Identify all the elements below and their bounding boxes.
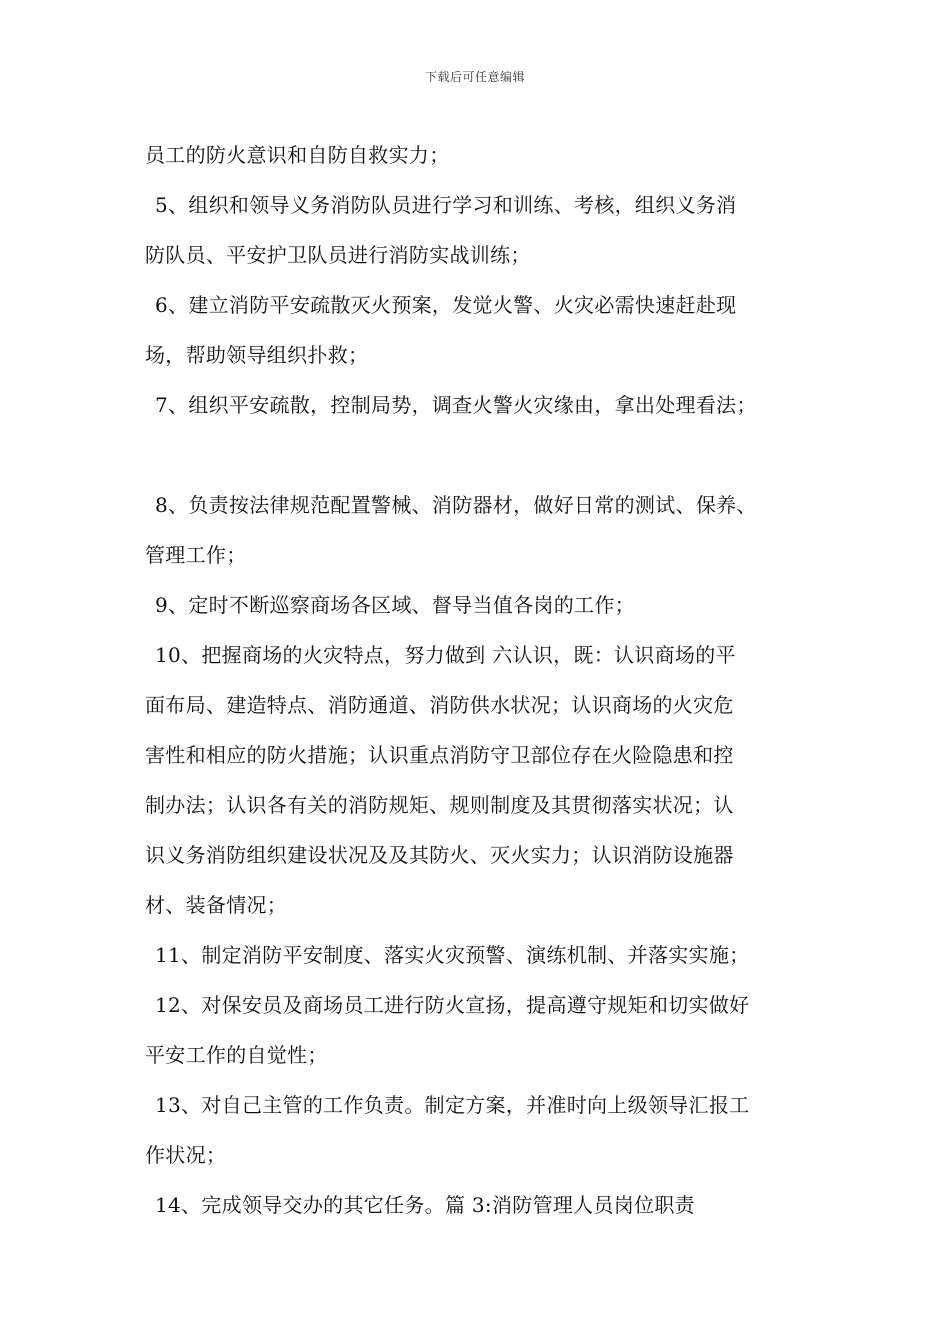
blank-line bbox=[145, 430, 830, 480]
text-line: 管理工作； bbox=[145, 543, 247, 567]
page-header: 下载后可任意编辑 bbox=[424, 70, 525, 84]
text-line: 6、建立消防平安疏散灭火预案，发觉火警、火灾必需快速赶赴现 bbox=[155, 293, 737, 317]
text-line: 害性和相应的防火措施；认识重点消防守卫部位存在火险隐患和控 bbox=[145, 743, 734, 767]
text-line: 作状况； bbox=[145, 1143, 227, 1167]
text-line: 场，帮助领导组织扑救； bbox=[145, 343, 369, 367]
text-line: 7、组织平安疏散，控制局势，调查火警火灾缘由，拿出处理看法； bbox=[155, 393, 757, 417]
text-line: 14、完成领导交办的其它任务。篇 3:消防管理人员岗位职责 bbox=[155, 1193, 695, 1217]
document-body bbox=[145, 130, 830, 1230]
text-line: 识义务消防组织建设状况及及其防火、灭火实力；认识消防设施器 bbox=[145, 843, 734, 867]
text-line: 11、制定消防平安制度、落实火灾预警、演练机制、并落实实施； bbox=[155, 943, 750, 967]
text-line: 10、把握商场的火灾特点，努力做到 六认识，既：认识商场的平 bbox=[155, 643, 736, 667]
text-line: 8、负责按法律规范配置警械、消防器材，做好日常的测试、保养、 bbox=[155, 493, 757, 517]
text-line: 9、定时不断巡察商场各区域、督导当值各岗的工作； bbox=[155, 593, 635, 617]
text-line: 面布局、建造特点、消防通道、消防供水状况；认识商场的火灾危 bbox=[145, 693, 734, 717]
text-line: 13、对自己主管的工作负责。制定方案，并准时向上级领导汇报工 bbox=[155, 1093, 750, 1117]
text-line: 员工的防火意识和自防自救实力； bbox=[145, 143, 450, 167]
text-line: 5、组织和领导义务消防队员进行学习和训练、考核，组织义务消 bbox=[155, 193, 737, 217]
text-line: 平安工作的自觉性； bbox=[145, 1043, 328, 1067]
text-line: 12、对保安员及商场员工进行防火宣扬，提高遵守规矩和切实做好 bbox=[155, 993, 750, 1017]
text-line: 制办法；认识各有关的消防规矩、规则制度及其贯彻落实状况；认 bbox=[145, 793, 734, 817]
text-line: 材、装备情况； bbox=[145, 893, 288, 917]
text-line: 防队员、平安护卫队员进行消防实战训练； bbox=[145, 243, 531, 267]
